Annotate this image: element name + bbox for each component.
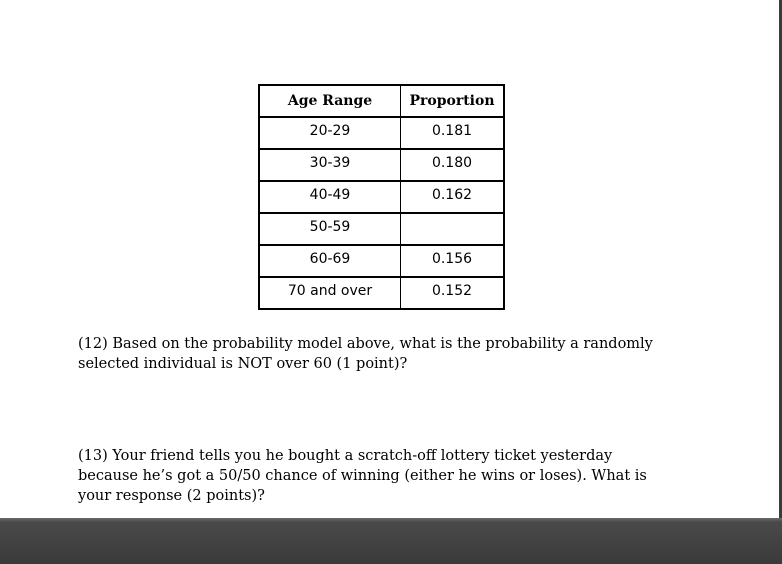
question-13 (78, 446, 688, 506)
table-row (259, 117, 504, 149)
age-cell: 20-29 (259, 117, 401, 149)
age-cell: 70 and over (259, 277, 401, 309)
age-cell: 50-59 (259, 213, 401, 245)
proportion-cell: 0.156 (401, 245, 505, 277)
question-line: selected individual is NOT over 60 (1 point)? (78, 356, 408, 372)
proportion-cell-blank (401, 213, 505, 245)
table-row (259, 277, 504, 309)
probability-model-table (258, 84, 505, 310)
question-line: (13) Your friend tells you he bought a scratch-off lottery ticket yesterday (78, 448, 613, 464)
viewer-footer-bar (0, 518, 782, 564)
header-age-range: Age Range (259, 85, 401, 117)
age-cell: 30-39 (259, 149, 401, 181)
table-row (259, 213, 504, 245)
question-line: (12) Based on the probability model above, what is the probability a randomly (78, 336, 653, 352)
question-line: because he’s got a 50/50 chance of winning (either he wins or loses). What is (78, 468, 647, 484)
proportion-cell: 0.162 (401, 181, 505, 213)
proportion-cell: 0.181 (401, 117, 505, 149)
question-12 (78, 334, 688, 374)
proportion-cell: 0.152 (401, 277, 505, 309)
table-row (259, 149, 504, 181)
table-header-row (259, 85, 504, 117)
header-proportion: Proportion (401, 85, 505, 117)
table-row (259, 245, 504, 277)
question-line: your response (2 points)? (78, 488, 265, 504)
table-row (259, 181, 504, 213)
proportion-cell: 0.180 (401, 149, 505, 181)
age-cell: 40-49 (259, 181, 401, 213)
age-cell: 60-69 (259, 245, 401, 277)
